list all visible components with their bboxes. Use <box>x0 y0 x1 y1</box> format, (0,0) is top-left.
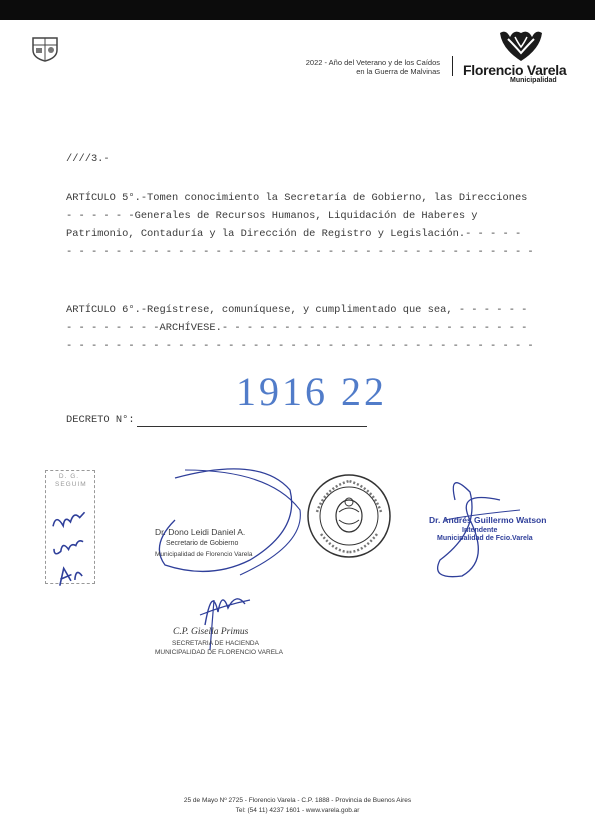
footer-address: 25 de Mayo Nº 2725 - Florencio Varela - C.P. 1888 - Provincia de Buenos Aires <box>183 797 412 804</box>
article-6-line-1: ARTÍCULO 6°.-Regístrese, comuníquese, y cumplimentado que sea, - - - - - - <box>66 304 528 316</box>
signatory-left-office: Municipalidad de Florencio Varela <box>155 551 253 558</box>
signatory-left-title: Secretario de Gobierno <box>166 540 239 547</box>
article-5-line-3: Patrimonio, Contaduría y la Dirección de Registro y Legislación.- - - - - <box>66 228 522 240</box>
signatory-right-title: Intendente <box>462 527 498 534</box>
brand-subtitle: Municipalidad <box>510 77 557 84</box>
signatory-right-name: Dr. Andrés Guillermo Watson <box>429 515 547 525</box>
routing-box-header-line-2: SEGUIM <box>55 481 87 488</box>
decree-number-line <box>137 426 367 427</box>
article-5-line-2: - - - - - -Generales de Recursos Humanos, Liquidación de Haberes y <box>66 210 478 222</box>
motto-line-1: 2022 - Año del Veterano y de los Caídos <box>305 58 440 67</box>
signatory-bottom-office: MUNICIPALIDAD DE FLORENCIO VARELA <box>155 649 283 656</box>
signatory-right-office: Municipalidad de Fcio.Varela <box>437 535 533 542</box>
brand-name: Florencio Varela <box>463 62 567 78</box>
signatory-left-name: Dr. Dono Leidi Daniel A. <box>155 527 246 537</box>
article-6-line-2: - - - - - - - -ARCHÍVESE.- - - - - - - - - - - - - - - - - - - - - - - - - <box>66 322 528 334</box>
municipal-crest-icon <box>30 36 60 62</box>
signatory-bottom-name: C.P. Gisella Primus <box>173 627 249 637</box>
motto-line-2: en la Guerra de Malvinas <box>356 67 440 76</box>
page-reference: ////3.- <box>66 153 110 165</box>
routing-box-header <box>55 473 87 489</box>
florencio-varela-logo-icon <box>496 27 546 65</box>
scan-top-bar <box>0 0 595 20</box>
decree-number-stamp: 1916 22 <box>236 369 387 414</box>
municipal-seal-icon <box>305 472 393 560</box>
header-divider <box>452 56 453 76</box>
routing-box-header-line-1: D. G. <box>58 473 80 480</box>
footer-contact: Tel: (54 11) 4237 1601 - www.varela.gob.ar <box>235 807 360 814</box>
header-motto <box>215 58 440 76</box>
signatory-bottom-title: SECRETARIA DE HACIENDA <box>172 640 259 647</box>
article-5-line-1: ARTÍCULO 5°.-Tomen conocimiento la Secretaría de Gobierno, las Direcciones <box>66 192 528 204</box>
article-5-line-4: - - - - - - - - - - - - - - - - - - - - - - - - - - - - - - - - - - - - - - <box>66 246 534 258</box>
decree-label: DECRETO N°: <box>66 414 135 426</box>
article-6-line-3: - - - - - - - - - - - - - - - - - - - - - - - - - - - - - - - - - - - - - - <box>66 340 534 352</box>
